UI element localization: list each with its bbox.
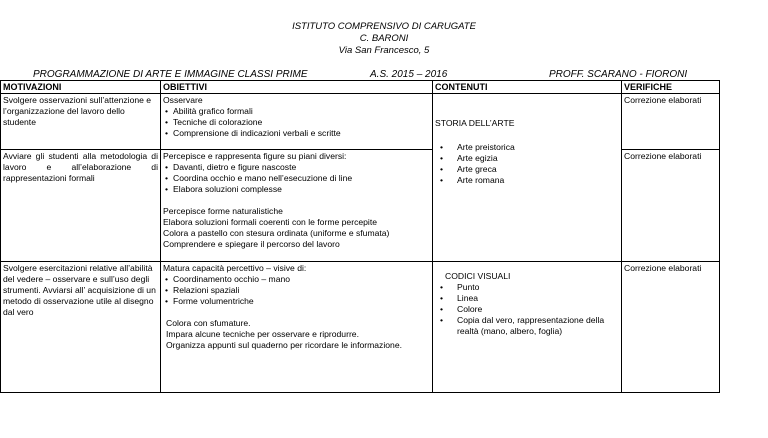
- contents-cell-codes: [433, 262, 622, 393]
- teachers: PROFF. SCARANO - FIORONI: [549, 69, 688, 80]
- codes-title: CODICI VISUALI: [445, 271, 511, 281]
- list-item: • Arte egizia: [435, 153, 619, 164]
- objective-title: Osservare: [163, 95, 203, 105]
- school-name: ISTITUTO COMPRENSIVO DI CARUGATE: [292, 21, 476, 32]
- list-item: • Arte greca: [435, 164, 619, 175]
- objective-extra: Organizza appunti sul quaderno per ricordare le informazione.: [166, 340, 402, 350]
- objective-list: [163, 106, 430, 139]
- list-item: • Coordina occhio e mano nell’esecuzione di line: [163, 173, 430, 184]
- list-item: • Davanti, dietro e figure nascoste: [163, 162, 430, 173]
- objective-cell: [161, 94, 433, 150]
- history-list: [435, 142, 619, 186]
- objective-list: [163, 162, 430, 195]
- objective-cell: [161, 262, 433, 393]
- objective-extra: Colora a pastello con stesura ordinata (uniforme e sfumata): [163, 228, 390, 238]
- header-obiettivi: OBIETTIVI: [161, 81, 433, 94]
- objective-list: [163, 274, 430, 307]
- motivation-cell: [1, 94, 161, 150]
- motivation-text: Avviare gli studenti alla metodologia di lavoro e all’elaborazione di rappresentazioni formali: [3, 151, 158, 183]
- program-title: PROGRAMMAZIONE DI ARTE E IMMAGINE CLASSI PRIME: [33, 69, 308, 80]
- verification-cell: Correzione elaborati: [622, 262, 720, 393]
- codes-list: [435, 282, 619, 337]
- school-subtitle: C. BARONI: [359, 33, 409, 44]
- objective-extra: Elabora soluzioni formali coerenti con le forme percepite: [163, 217, 377, 227]
- objective-title: Percepisce e rappresenta figure su piani diversi:: [163, 151, 347, 161]
- header-verifiche: VERIFICHE: [622, 81, 720, 94]
- header-motivazioni: MOTIVAZIONI: [1, 81, 161, 94]
- verification-cell: Correzione elaborati: [622, 150, 720, 262]
- list-item: • Tecniche di colorazione: [163, 117, 430, 128]
- table-row: [1, 150, 720, 262]
- list-item: • Relazioni spaziali: [163, 285, 430, 296]
- list-item: • Elabora soluzioni complesse: [163, 184, 430, 195]
- list-item: • Punto: [435, 282, 619, 293]
- objective-extra: Percepisce forme naturalistiche: [163, 206, 283, 216]
- motivation-text: Svolgere esercitazioni relative all’abilità del vedere – osservare e sull’uso degli strumenti. Avviarsi all’ acquisizione di un metodo di osservazione utile al disegno dal vero: [3, 263, 156, 317]
- school-year: A.S. 2015 – 2016: [370, 69, 448, 80]
- list-item: • Colore: [435, 304, 619, 315]
- list-item: • Abilità grafico formali: [163, 106, 430, 117]
- contents-cell-history-list: [433, 141, 622, 262]
- list-item: • Arte romana: [435, 175, 619, 186]
- objective-extra: Comprendere e spiegare il percorso del lavoro: [163, 239, 340, 249]
- motivation-text: Svolgere osservazioni sull’attenzione e l’organizzazione del lavoro dello studente: [3, 95, 152, 127]
- list-item: • Forme volumentriche: [163, 296, 430, 307]
- list-item: • Copia dal vero, rappresentazione della realtà (mano, albero, foglia): [435, 315, 619, 337]
- programme-table: [0, 80, 720, 393]
- list-item: • Linea: [435, 293, 619, 304]
- list-item: • Comprensione di indicazioni verbali e scritte: [163, 128, 430, 139]
- motivation-cell: [1, 150, 161, 262]
- header-contenuti: CONTENUTI: [433, 81, 622, 94]
- motivation-cell: [1, 262, 161, 393]
- list-item: • Arte preistorica: [435, 142, 619, 153]
- verification-cell: Correzione elaborati: [622, 94, 720, 150]
- objective-title: Matura capacità percettivo – visive di:: [163, 263, 307, 273]
- history-title: STORIA DELL’ARTE: [435, 118, 515, 128]
- objective-cell: [161, 150, 433, 262]
- table-row: [1, 262, 720, 393]
- objective-extra: Colora con sfumature.: [166, 318, 251, 328]
- list-item: • Coordinamento occhio – mano: [163, 274, 430, 285]
- school-address: Via San Francesco, 5: [338, 45, 430, 56]
- table-header-row: [1, 81, 720, 94]
- objective-extra: Impara alcune tecniche per osservare e riprodurre.: [166, 329, 359, 339]
